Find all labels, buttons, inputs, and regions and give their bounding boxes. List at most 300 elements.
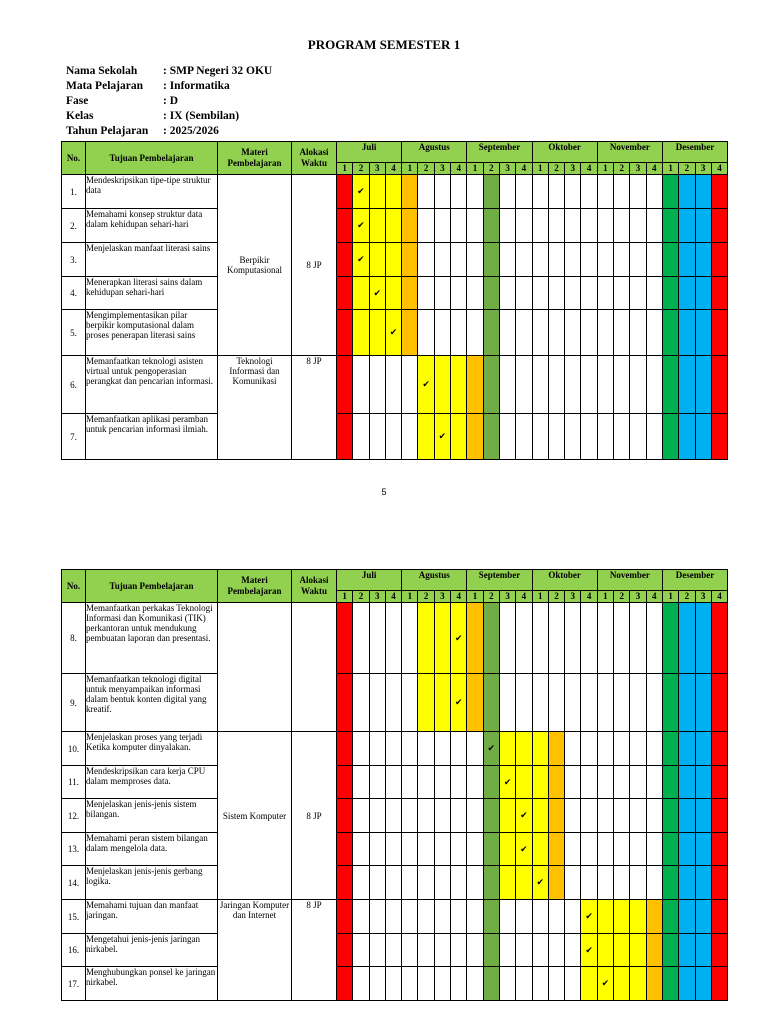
week-cell (369, 674, 385, 732)
col-header-alokasi: Alokasi Waktu (292, 570, 337, 603)
week-cell (369, 900, 385, 934)
week-cell (565, 414, 581, 460)
week-cell (418, 310, 434, 356)
row-number: 10. (62, 732, 86, 766)
week-cell (467, 674, 483, 732)
week-header: 4 (711, 163, 727, 175)
table-row (62, 209, 728, 243)
week-cell (467, 209, 483, 243)
week-cell (614, 732, 630, 766)
week-cell (662, 934, 678, 967)
week-cell (451, 175, 467, 209)
col-header-materi: Materi Pembelajaran (218, 142, 292, 175)
week-cell (679, 766, 695, 799)
week-cell (369, 833, 385, 866)
week-cell (662, 243, 678, 277)
week-cell (597, 900, 613, 934)
week-cell (402, 414, 418, 460)
week-cell (385, 603, 401, 674)
week-cell (402, 866, 418, 900)
week-cell (451, 766, 467, 799)
row-number: 13. (62, 833, 86, 866)
tujuan-cell: Mengimplementasikan pilar berpikir komputasional dalam proses penerapan literasi sains (86, 310, 218, 356)
week-cell (516, 603, 532, 674)
week-cell (662, 766, 678, 799)
week-cell (369, 414, 385, 460)
week-cell (711, 900, 727, 934)
info-value: : IX (Sembilan) (163, 110, 240, 122)
week-cell (434, 799, 450, 833)
week-header: 4 (711, 591, 727, 603)
table-row (62, 674, 728, 732)
week-cell (516, 243, 532, 277)
check-mark-icon: ✔ (536, 877, 544, 887)
info-value: : D (163, 95, 179, 107)
week-cell (385, 967, 401, 1001)
month-header: September (467, 570, 532, 591)
week-cell (532, 603, 548, 674)
week-cell (337, 799, 353, 833)
week-cell (532, 277, 548, 310)
week-header: 1 (467, 591, 483, 603)
week-cell (548, 967, 564, 1001)
week-cell (483, 866, 499, 900)
week-cell (581, 356, 597, 414)
week-cell (337, 967, 353, 1001)
week-header: 2 (418, 163, 434, 175)
week-cell (402, 603, 418, 674)
week-cell (565, 967, 581, 1001)
week-cell (581, 277, 597, 310)
week-cell (516, 310, 532, 356)
week-cell (451, 603, 467, 674)
week-cell (646, 175, 662, 209)
week-header: 4 (516, 163, 532, 175)
week-cell (451, 934, 467, 967)
week-cell (483, 209, 499, 243)
week-cell (695, 310, 711, 356)
week-cell (483, 277, 499, 310)
week-cell (532, 866, 548, 900)
check-mark-icon: ✔ (520, 810, 528, 820)
week-cell (337, 356, 353, 414)
week-cell (499, 243, 515, 277)
week-cell (385, 674, 401, 732)
week-cell (418, 934, 434, 967)
week-cell (451, 866, 467, 900)
week-cell (385, 799, 401, 833)
table-row (62, 414, 728, 460)
week-cell (369, 799, 385, 833)
week-header: 2 (614, 591, 630, 603)
week-cell (418, 900, 434, 934)
materi-cell: Berpikir Komputasional (218, 175, 292, 356)
info-row (66, 64, 272, 79)
week-cell (353, 175, 369, 209)
week-header: 4 (646, 163, 662, 175)
week-cell (402, 243, 418, 277)
week-cell (548, 243, 564, 277)
week-cell (581, 243, 597, 277)
week-cell (581, 900, 597, 934)
week-cell (630, 674, 646, 732)
week-cell (679, 732, 695, 766)
week-header: 3 (499, 163, 515, 175)
week-cell (337, 900, 353, 934)
week-header: 3 (434, 591, 450, 603)
week-cell (532, 243, 548, 277)
week-cell (353, 866, 369, 900)
week-cell (679, 414, 695, 460)
row-number: 12. (62, 799, 86, 833)
week-header: 4 (385, 163, 401, 175)
week-cell (418, 603, 434, 674)
week-cell (337, 603, 353, 674)
week-cell (646, 414, 662, 460)
check-mark-icon: ✔ (357, 220, 365, 230)
week-cell (499, 310, 515, 356)
week-header: 3 (434, 163, 450, 175)
week-cell (597, 934, 613, 967)
week-header: 3 (630, 591, 646, 603)
week-cell (679, 934, 695, 967)
week-cell (532, 356, 548, 414)
tujuan-cell: Memahami tujuan dan manfaat jaringan. (86, 900, 218, 934)
week-header: 2 (679, 591, 695, 603)
check-mark-icon: ✔ (503, 776, 512, 787)
week-cell (695, 414, 711, 460)
row-number: 1. (62, 175, 86, 209)
week-cell (434, 209, 450, 243)
week-cell (662, 866, 678, 900)
week-cell (581, 414, 597, 460)
week-cell (483, 356, 499, 414)
week-cell (402, 766, 418, 799)
week-cell (695, 934, 711, 967)
week-cell (711, 175, 727, 209)
week-cell (548, 674, 564, 732)
week-cell (565, 310, 581, 356)
week-header: 4 (451, 591, 467, 603)
week-cell (499, 209, 515, 243)
info-row (66, 109, 272, 124)
week-cell (451, 799, 467, 833)
table-row (62, 799, 728, 833)
week-cell (499, 866, 515, 900)
table-row (62, 277, 728, 310)
week-cell (353, 732, 369, 766)
week-cell (565, 732, 581, 766)
table-row (62, 603, 728, 674)
week-cell (337, 766, 353, 799)
week-cell (630, 934, 646, 967)
week-cell (337, 674, 353, 732)
week-cell (548, 766, 564, 799)
week-cell (337, 310, 353, 356)
week-header: 1 (402, 163, 418, 175)
week-cell (597, 603, 613, 674)
week-cell (499, 175, 515, 209)
week-cell (630, 766, 646, 799)
week-cell (369, 766, 385, 799)
week-cell (662, 356, 678, 414)
week-header: 2 (548, 591, 564, 603)
week-cell (483, 414, 499, 460)
week-cell (483, 674, 499, 732)
tujuan-cell: Menerapkan literasi sains dalam kehidupan sehari-hari (86, 277, 218, 310)
week-cell (679, 674, 695, 732)
week-cell (483, 732, 499, 766)
col-header-no: No. (62, 142, 86, 175)
week-cell (597, 674, 613, 732)
col-header-tujuan: Tujuan Pembelajaran (86, 142, 218, 175)
week-header: 1 (402, 591, 418, 603)
tujuan-cell: Menjelaskan manfaat literasi sains (86, 243, 218, 277)
week-cell (581, 799, 597, 833)
week-cell (451, 243, 467, 277)
row-number: 15. (62, 900, 86, 934)
check-mark-icon: ✔ (373, 287, 382, 298)
row-number: 14. (62, 866, 86, 900)
week-cell (418, 209, 434, 243)
week-cell (565, 209, 581, 243)
week-cell (711, 414, 727, 460)
week-cell (385, 732, 401, 766)
week-cell (353, 967, 369, 1001)
week-cell (695, 799, 711, 833)
week-cell (711, 866, 727, 900)
week-cell (434, 277, 450, 310)
week-cell (597, 310, 613, 356)
week-cell (630, 310, 646, 356)
week-cell (353, 356, 369, 414)
week-cell (711, 674, 727, 732)
week-cell (581, 866, 597, 900)
row-number: 5. (62, 310, 86, 356)
week-cell (451, 356, 467, 414)
week-cell (516, 277, 532, 310)
week-cell (581, 833, 597, 866)
week-cell (597, 414, 613, 460)
tujuan-cell: Menjelaskan jenis-jenis gerbang logika. (86, 866, 218, 900)
week-cell (516, 175, 532, 209)
row-number: 7. (62, 414, 86, 460)
week-cell (695, 833, 711, 866)
week-cell (434, 766, 450, 799)
week-cell (565, 833, 581, 866)
week-cell (646, 277, 662, 310)
alokasi-cell: 8 JP (292, 175, 337, 356)
tujuan-cell: Menghubungkan ponsel ke jaringan nirkabel. (86, 967, 218, 1001)
week-cell (548, 866, 564, 900)
week-header: 1 (662, 591, 678, 603)
week-cell (532, 732, 548, 766)
week-cell (467, 310, 483, 356)
week-cell (402, 900, 418, 934)
week-cell (483, 900, 499, 934)
week-cell (385, 833, 401, 866)
week-cell (467, 603, 483, 674)
week-cell (369, 356, 385, 414)
week-header: 4 (516, 591, 532, 603)
alokasi-cell: 8 JP (292, 732, 337, 900)
week-cell (467, 277, 483, 310)
week-cell (499, 967, 515, 1001)
week-cell (597, 766, 613, 799)
tujuan-cell: Mengetahui jenis-jenis jaringan nirkabel. (86, 934, 218, 967)
week-cell (516, 967, 532, 1001)
week-cell (516, 866, 532, 900)
week-cell (679, 603, 695, 674)
tujuan-cell: Menjelaskan proses yang terjadi Ketika komputer dinyalakan. (86, 732, 218, 766)
week-cell (630, 209, 646, 243)
week-cell (369, 934, 385, 967)
week-cell (369, 209, 385, 243)
week-cell (353, 414, 369, 460)
info-value: : SMP Negeri 32 OKU (163, 65, 273, 77)
tujuan-cell: Mendeskripsikan tipe-tipe struktur data (86, 175, 218, 209)
week-cell (662, 900, 678, 934)
week-cell (548, 900, 564, 934)
week-cell (597, 356, 613, 414)
table-row (62, 732, 728, 766)
month-header: Desember (662, 142, 727, 163)
week-cell (516, 209, 532, 243)
week-cell (337, 414, 353, 460)
table-row (62, 243, 728, 277)
week-cell (679, 243, 695, 277)
week-cell (565, 934, 581, 967)
week-cell (646, 310, 662, 356)
week-cell (679, 277, 695, 310)
week-cell (695, 243, 711, 277)
materi-cell: Sistem Komputer (218, 732, 292, 900)
week-cell (614, 866, 630, 900)
week-cell (614, 209, 630, 243)
week-cell (646, 934, 662, 967)
week-cell (451, 900, 467, 934)
tujuan-cell: Memanfaatkan aplikasi peramban untuk pencarian informasi ilmiah. (86, 414, 218, 460)
week-cell (499, 799, 515, 833)
week-cell (483, 967, 499, 1001)
tujuan-cell: Memahami peran sistem bilangan dalam mengelola data. (86, 833, 218, 866)
week-cell (711, 603, 727, 674)
week-cell (434, 175, 450, 209)
week-cell (630, 243, 646, 277)
week-cell (353, 277, 369, 310)
week-cell (597, 866, 613, 900)
week-cell (434, 866, 450, 900)
row-number: 4. (62, 277, 86, 310)
week-cell (516, 934, 532, 967)
week-cell (581, 674, 597, 732)
col-header-alokasi: Alokasi Waktu (292, 142, 337, 175)
week-cell (353, 603, 369, 674)
week-header: 2 (418, 591, 434, 603)
week-cell (385, 277, 401, 310)
week-cell (646, 243, 662, 277)
week-header: 2 (483, 591, 499, 603)
week-cell (630, 799, 646, 833)
week-cell (353, 934, 369, 967)
week-cell (467, 766, 483, 799)
week-cell (499, 674, 515, 732)
week-cell (418, 356, 434, 414)
week-cell (369, 277, 385, 310)
week-cell (451, 277, 467, 310)
week-header: 3 (369, 591, 385, 603)
row-number: 11. (62, 766, 86, 799)
week-cell (565, 356, 581, 414)
week-cell (402, 732, 418, 766)
week-cell (646, 766, 662, 799)
week-cell (483, 833, 499, 866)
week-cell (614, 414, 630, 460)
week-cell (679, 866, 695, 900)
week-cell (581, 175, 597, 209)
week-cell (418, 732, 434, 766)
alokasi-cell (292, 603, 337, 732)
week-cell (483, 310, 499, 356)
week-cell (614, 310, 630, 356)
week-cell (434, 732, 450, 766)
week-cell (646, 732, 662, 766)
week-cell (516, 900, 532, 934)
week-cell (385, 900, 401, 934)
week-cell (548, 732, 564, 766)
week-cell (695, 175, 711, 209)
week-header: 2 (353, 591, 369, 603)
week-cell (646, 209, 662, 243)
info-row (66, 79, 272, 94)
week-cell (614, 674, 630, 732)
week-cell (499, 833, 515, 866)
week-cell (646, 356, 662, 414)
week-header: 3 (565, 591, 581, 603)
week-cell (467, 732, 483, 766)
tujuan-cell: Memanfaatkan perkakas Teknologi Informasi dan Komunikasi (TIK) perkantoran untuk mendukung pembuatan laporan dan presentasi. (86, 603, 218, 674)
week-cell (385, 934, 401, 967)
week-header: 3 (565, 163, 581, 175)
week-cell (418, 175, 434, 209)
week-header: 1 (467, 163, 483, 175)
check-mark-icon: ✔ (454, 632, 463, 643)
week-header: 3 (695, 591, 711, 603)
info-value: : Informatika (163, 80, 230, 92)
week-cell (548, 175, 564, 209)
week-header: 3 (695, 163, 711, 175)
week-cell (695, 277, 711, 310)
week-cell (532, 934, 548, 967)
week-cell (597, 799, 613, 833)
week-cell (548, 310, 564, 356)
week-cell (597, 277, 613, 310)
week-cell (532, 310, 548, 356)
week-cell (597, 175, 613, 209)
week-cell (385, 866, 401, 900)
table-row (62, 766, 728, 799)
month-header: Oktober (532, 570, 597, 591)
info-label: Mata Pelajaran (66, 80, 143, 92)
week-cell (385, 175, 401, 209)
week-cell (614, 356, 630, 414)
week-cell (646, 799, 662, 833)
check-mark-icon: ✔ (454, 697, 463, 707)
week-cell (353, 833, 369, 866)
week-cell (499, 356, 515, 414)
row-number: 16. (62, 934, 86, 967)
week-cell (662, 967, 678, 1001)
